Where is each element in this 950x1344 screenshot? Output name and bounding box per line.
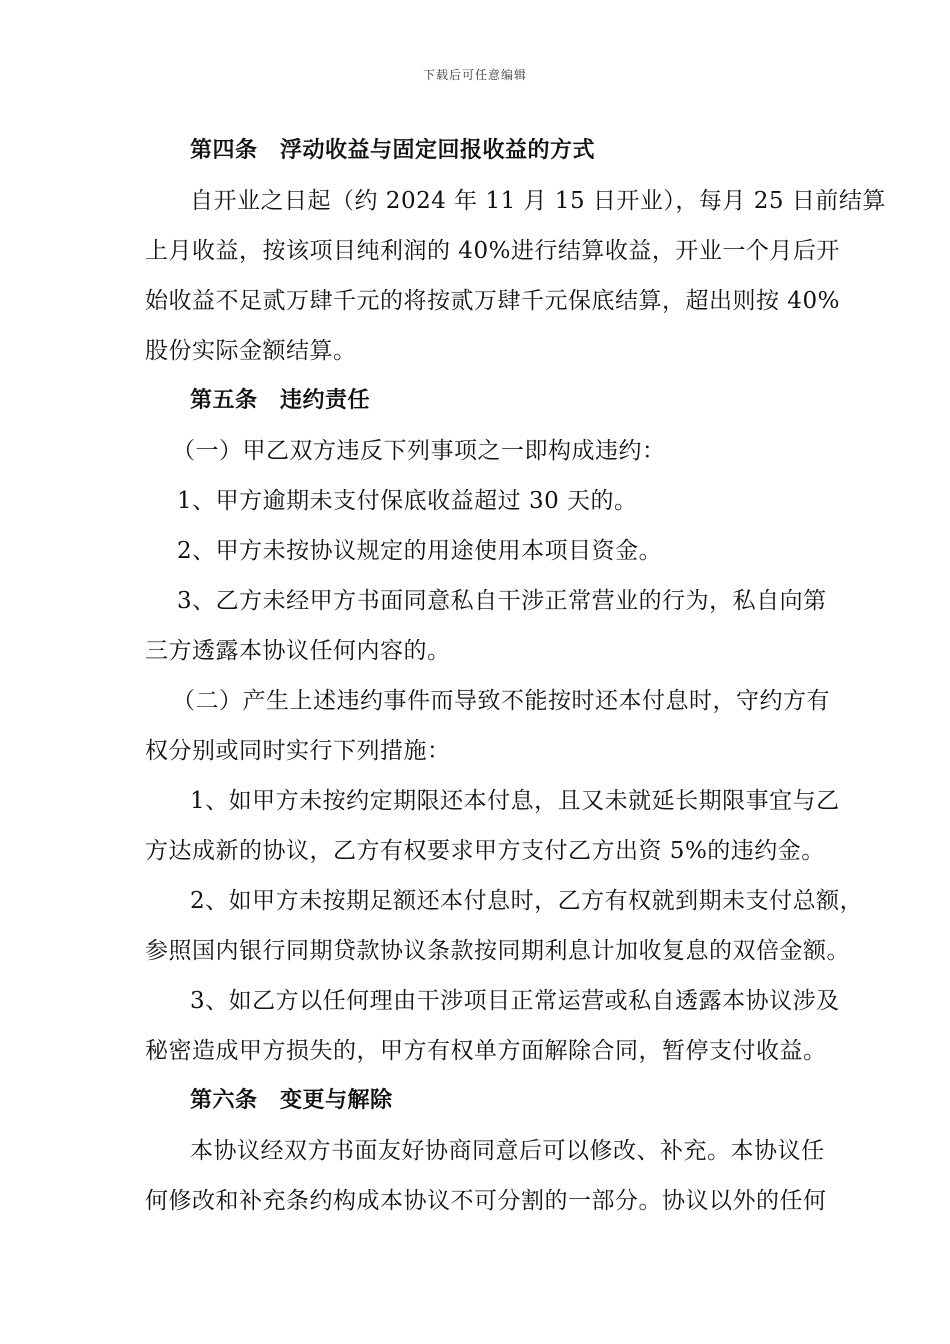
paragraph-line: 1、如甲方未按约定期限还本付息，且又未就延长期限事宜与乙 — [190, 788, 840, 814]
paragraph-line: 何修改和补充条约构成本协议不可分割的一部分。协议以外的任何 — [145, 1188, 827, 1214]
heading-article-4: 第四条 浮动收益与固定回报收益的方式 — [190, 138, 596, 163]
paragraph-line: 参照国内银行同期贷款协议条款按同期利息计加收复息的双倍金额。 — [145, 938, 850, 964]
paragraph-line: 方达成新的协议，乙方有权要求甲方支付乙方出资 5%的违约金。 — [145, 838, 825, 864]
paragraph-line: 三方透露本协议任何内容的。 — [145, 638, 451, 664]
paragraph-line: 上月收益，按该项目纯利润的 40%进行结算收益，开业一个月后开 — [145, 238, 840, 264]
paragraph-line: （一）甲乙双方违反下列事项之一即构成违约： — [172, 438, 666, 464]
paragraph-line: （二）产生上述违约事件而导致不能按时还本付息时，守约方有 — [172, 688, 830, 714]
paragraph-line: 3、如乙方以任何理由干涉项目正常运营或私自透露本协议涉及 — [190, 988, 840, 1014]
paragraph-line: 本协议经双方书面友好协商同意后可以修改、补充。本协议任 — [190, 1138, 825, 1164]
page-header: 下载后可任意编辑 — [422, 68, 527, 82]
paragraph-line: 秘密造成甲方损失的，甲方有权单方面解除合同，暂停支付收益。 — [145, 1038, 827, 1064]
paragraph-line: 3、乙方未经甲方书面同意私自干涉正常营业的行为，私自向第 — [177, 588, 827, 614]
paragraph-line: 2、如甲方未按期足额还本付息时，乙方有权就到期未支付总额， — [190, 888, 864, 914]
paragraph-line: 始收益不足贰万肆千元的将按贰万肆千元保底结算，超出则按 40% — [145, 288, 840, 314]
paragraph-line: 2、甲方未按协议规定的用途使用本项目资金。 — [177, 538, 663, 564]
heading-article-6: 第六条 变更与解除 — [190, 1088, 393, 1113]
paragraph-line: 自开业之日起（约 2024 年 11 月 15 日开业），每月 25 日前结算 — [190, 188, 886, 214]
paragraph-line: 1、甲方逾期未支付保底收益超过 30 天的。 — [177, 488, 638, 514]
heading-article-5: 第五条 违约责任 — [190, 388, 371, 413]
paragraph-line: 股份实际金额结算。 — [145, 338, 357, 364]
paragraph-line: 权分别或同时实行下列措施： — [145, 738, 451, 764]
